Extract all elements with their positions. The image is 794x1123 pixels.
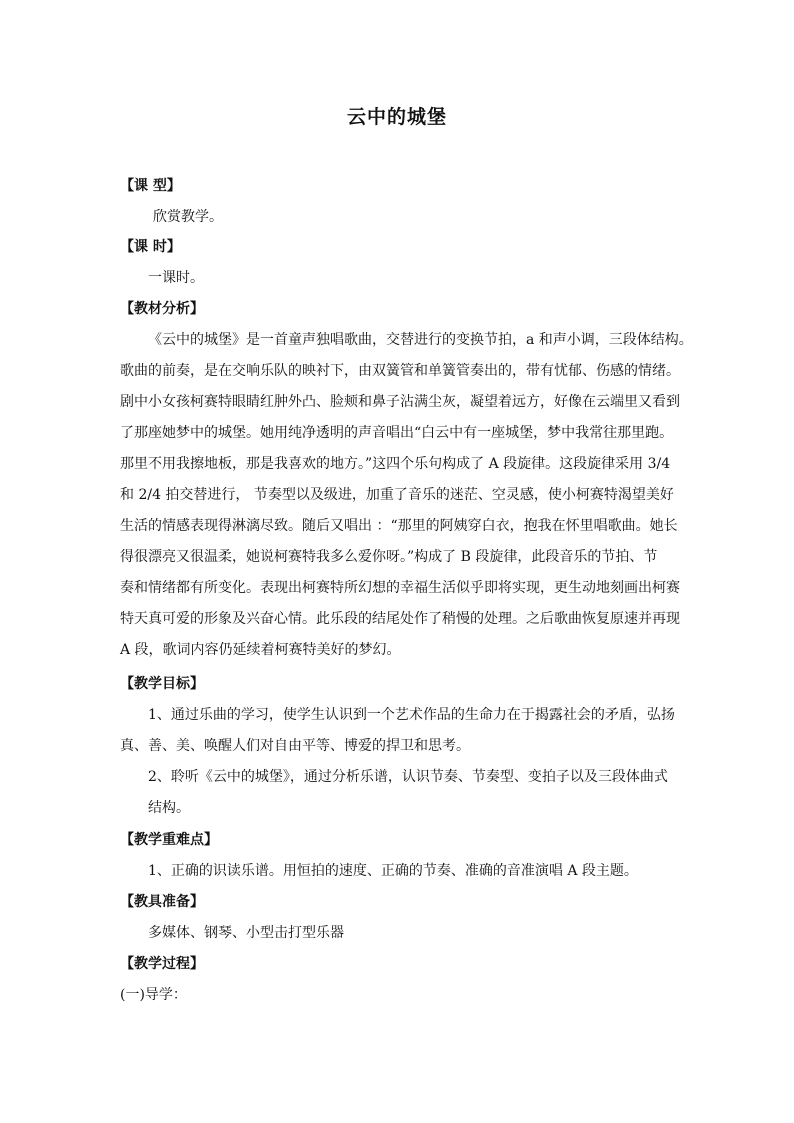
process-line: (一)导学：	[120, 987, 187, 1003]
page-title: 云中的城堡	[346, 106, 447, 128]
goals-line: 2、聆听《云中的城堡》，通过分析乐谱，认识节奏、节奏型、变拍子以及三段体曲式	[148, 769, 668, 785]
goals-line: 结构。	[148, 800, 190, 816]
goals-line: 1、通过乐曲的学习，使学生认识到一个艺术作品的生命力在于揭露社会的矛盾，弘扬	[148, 707, 675, 723]
heading-teaching-aids: 【教具准备】	[120, 894, 204, 910]
analysis-line: 剧中小女孩柯赛特眼睛红肿外凸、脸颊和鼻子沾满尘灰，凝望着远方，好像在云端里又看到	[120, 394, 680, 410]
analysis-line: 歌曲的前奏，是在交响乐队的映衬下，由双簧管和单簧管奏出的，带有忧郁、伤感的情绪。	[120, 363, 680, 379]
heading-key-points: 【教学重难点】	[120, 832, 218, 848]
analysis-line: 《云中的城堡》是一首童声独唱歌曲，交替进行的变换节拍，a 和声小调，三段体结构。	[148, 332, 693, 348]
heading-teaching-process: 【教学过程】	[120, 956, 204, 972]
analysis-line: A 段，歌词内容仍延续着柯赛特美好的梦幻。	[120, 642, 401, 658]
analysis-line: 了那座她梦中的城堡。她用纯净透明的声音唱出“白云中有一座城堡，梦中我常往那里跑。	[120, 425, 674, 441]
heading-material-analysis: 【教材分析】	[120, 301, 204, 317]
goals-line: 真、善、美、唤醒人们对自由平等、博爱的捍卫和思考。	[120, 738, 470, 754]
heading-teaching-goals: 【教学目标】	[120, 676, 204, 692]
analysis-line: 奏和情绪都有所变化。表现出柯赛特所幻想的幸福生活似乎即将实现，更生动地刻画出柯赛	[120, 580, 680, 596]
key-points-line: 1、正确的识读乐谱。用恒拍的速度、正确的节奏、准确的音准演唱 A 段主题。	[148, 863, 638, 879]
analysis-line: 生活的情感表现得淋漓尽致。随后又唱出 ：“那里的阿姨穿白衣，抱我在怀里唱歌曲。她长	[120, 518, 678, 534]
analysis-line: 那里不用我擦地板，那是我喜欢的地方。”这四个乐句构成了 A 段旋律。这段旋律采用 3/4	[120, 456, 671, 472]
analysis-line: 和 2/4 拍交替进行， 节奏型以及级进，加重了音乐的迷茫、空灵感，使小柯赛特渴望美好	[120, 487, 674, 503]
lesson-hours-text: 一课时。	[148, 270, 204, 286]
heading-lesson-type: 【课 型】	[120, 178, 181, 194]
analysis-line: 得很漂亮又很温柔，她说柯赛特我多么爱你呀。”构成了 B 段旋律，此段音乐的节拍、节	[120, 549, 658, 565]
analysis-line: 特天真可爱的形象及兴奋心情。此乐段的结尾处作了稍慢的处理。之后歌曲恢复原速并再现	[120, 611, 680, 627]
teaching-aids-line: 多媒体、钢琴、小型击打型乐器	[148, 925, 344, 941]
heading-lesson-hours: 【课 时】	[120, 239, 181, 255]
lesson-type-text: 欣赏教学。	[153, 209, 223, 225]
